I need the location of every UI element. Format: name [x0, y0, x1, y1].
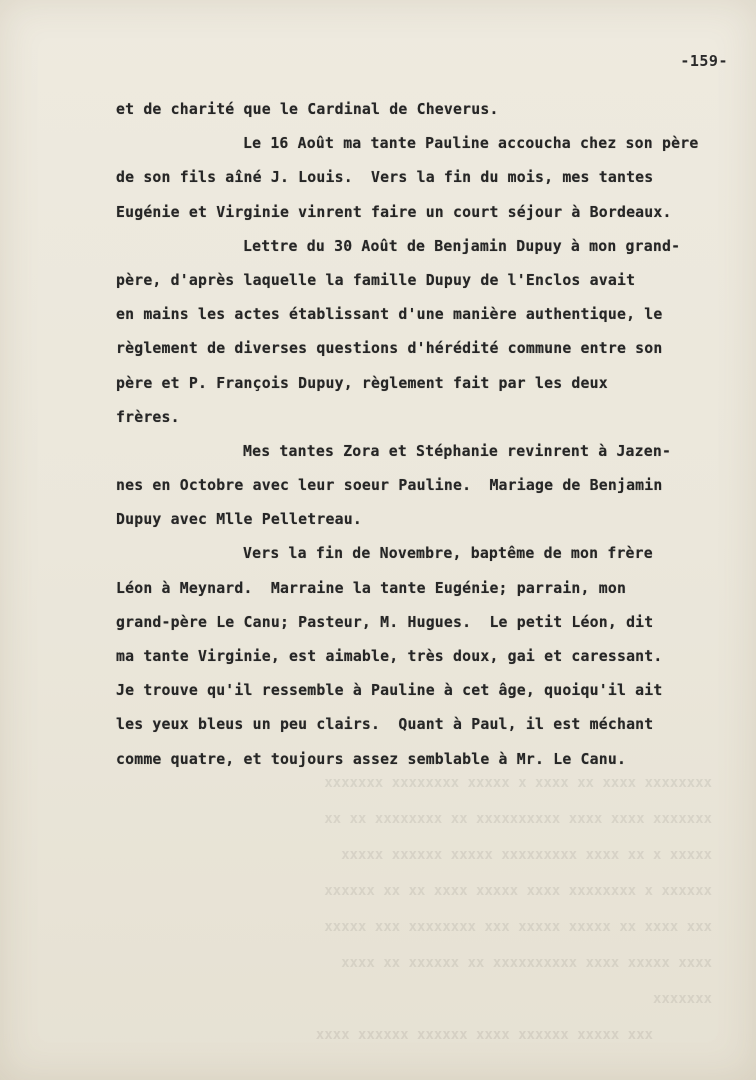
- text-line: père et P. François Dupuy, règlement fait par les deux: [116, 374, 608, 392]
- text-line: Mes tantes Zora et Stéphanie revinrent à Jazen-: [243, 442, 672, 460]
- body-text: [116, 100, 756, 784]
- text-line: frères.: [116, 408, 180, 426]
- text-line: règlement de diverses questions d'hérédité commune entre son: [116, 340, 663, 358]
- text-line: père, d'après laquelle la famille Dupuy de l'Enclos avait: [116, 271, 636, 289]
- text-line: en mains les actes établissant d'une manière authentique, le: [116, 306, 663, 324]
- text-line: nes en Octobre avec leur soeur Pauline. Mariage de Benjamin: [116, 477, 663, 495]
- text-line: et de charité que le Cardinal de Cheverus.: [116, 101, 499, 118]
- text-line: de son fils aîné J. Louis. Vers la fin du mois, mes tantes: [116, 169, 654, 187]
- text-line: Vers la fin de Novembre, baptême de mon frère: [243, 545, 653, 563]
- text-line: Je trouve qu'il ressemble à Pauline à cet âge, quoiqu'il ait: [116, 682, 663, 700]
- text-line: ma tante Virginie, est aimable, très doux, gai et caressant.: [116, 648, 663, 665]
- text-line: grand-père Le Canu; Pasteur, M. Hugues. Le petit Léon, dit: [116, 613, 654, 631]
- text-line: Le 16 Août ma tante Pauline accoucha chez son père: [243, 135, 699, 153]
- text-line: Eugénie et Virginie vinrent faire un court séjour à Bordeaux.: [116, 203, 672, 221]
- text-line: comme quatre, et toujours assez semblable à Mr. Le Canu.: [116, 750, 627, 768]
- text-line: les yeux bleus un peu clairs. Quant à Paul, il est méchant: [116, 716, 654, 734]
- bleed-through: xxxxxxxx xxxx xx xxxx x xxxxx xxxxxxxx xxxxxxx xxxxxxx xxxx xxxx xxxxxxxxxx xx xxxxxxxx xx xx xxxxx x xx xxxx xxxxxxxxx xxxxx xxxxxx xxxxx xxxxxx x xxxxxxxx xxxx xxxxx xxxx xx xx xxxxxx xxx xxxx xx xxxxx xxxxx xxx xxxxxxxx xxx xxxxx xxxx xxxxx xxxx xxxxxxxxxx xx xxxxxx xx xxxx xxxxxxx xxx xxxxx xxxxxx xxxx xxxxxx xxxxxx xxxx: [315, 775, 712, 1043]
- text-line: Léon à Meynard. Marraine la tante Eugénie; parrain, mon: [116, 579, 627, 597]
- text-line: Lettre du 30 Août de Benjamin Dupuy à mon grand-: [243, 237, 681, 255]
- text-line: Dupuy avec Mlle Pelletreau.: [116, 511, 362, 529]
- page-number: -159-: [680, 52, 728, 70]
